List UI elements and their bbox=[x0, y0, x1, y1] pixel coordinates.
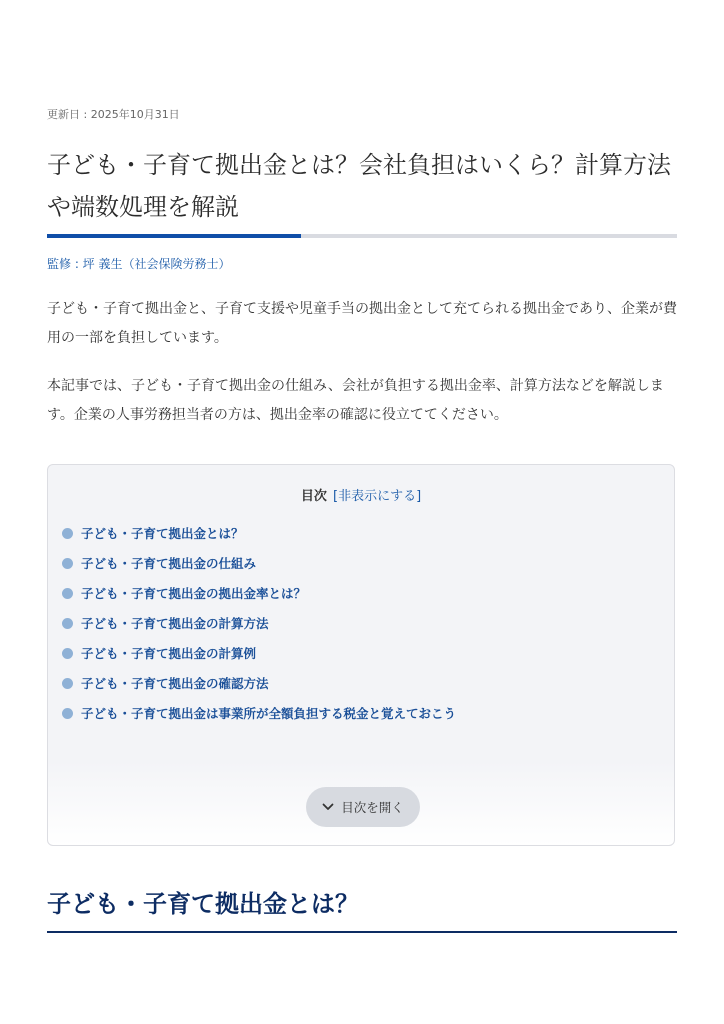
bullet-icon bbox=[62, 558, 73, 569]
intro-paragraph: 子ども・子育て拠出金と、子育て支援や児童手当の拠出金として充てられる拠出金であり、企業が費用の一部を負担しています。 bbox=[47, 301, 677, 346]
toc-item[interactable] bbox=[62, 578, 456, 608]
supervisor-credit: 監修 : 坪 義生（社会保険労務士） bbox=[47, 257, 231, 271]
toc-list bbox=[62, 518, 456, 728]
toc-item[interactable] bbox=[62, 548, 456, 578]
toc-title: 目次 bbox=[300, 489, 327, 504]
toc-item-label[interactable]: 子ども・子育て拠出金は事業所が全額負担する税金と覚えておこう bbox=[81, 706, 457, 721]
toc-open-label: 目次を開く bbox=[341, 800, 404, 815]
toc-item-label[interactable]: 子ども・子育て拠出金の確認方法 bbox=[81, 676, 269, 691]
toc-item-label[interactable]: 子ども・子育て拠出金とは？ bbox=[81, 526, 244, 541]
bullet-icon bbox=[62, 648, 73, 659]
toc-item-label[interactable]: 子ども・子育て拠出金の計算方法 bbox=[81, 616, 269, 631]
intro-paragraph: 本記事では、子ども・子育て拠出金の仕組み、会社が負担する拠出金率、計算方法などを解説します。企業の人事労務担当者の方は、拠出金率の確認に役立ててください。 bbox=[47, 378, 664, 423]
updated-date: 更新日 : 2025年10月31日 bbox=[47, 108, 180, 121]
toc-item[interactable] bbox=[62, 518, 456, 548]
toc-hide-toggle[interactable]: [非表示にする] bbox=[333, 489, 422, 504]
toc-item-label[interactable]: 子ども・子育て拠出金の仕組み bbox=[81, 556, 257, 571]
toc-item[interactable] bbox=[62, 608, 456, 638]
bullet-icon bbox=[62, 618, 73, 629]
article-title: 子ども・子育て拠出金とは？会社負担はいくら？計算方法や端数処理を解説 bbox=[47, 151, 671, 221]
bullet-icon bbox=[62, 708, 73, 719]
bullet-icon bbox=[62, 528, 73, 539]
chevron-down-icon bbox=[322, 803, 334, 811]
bullet-icon bbox=[62, 678, 73, 689]
toc-open-button[interactable] bbox=[306, 787, 420, 827]
toc-item[interactable] bbox=[62, 698, 456, 728]
toc-item[interactable] bbox=[62, 668, 456, 698]
toc-item[interactable] bbox=[62, 638, 456, 668]
section-heading-underline bbox=[47, 931, 677, 933]
bullet-icon bbox=[62, 588, 73, 599]
title-underline-accent bbox=[47, 234, 301, 238]
section-heading: 子ども・子育て拠出金とは？ bbox=[47, 890, 359, 918]
toc-item-label[interactable]: 子ども・子育て拠出金の計算例 bbox=[81, 646, 257, 661]
table-of-contents bbox=[47, 464, 675, 846]
title-underline bbox=[47, 234, 677, 238]
toc-item-label[interactable]: 子ども・子育て拠出金の拠出金率とは？ bbox=[81, 586, 307, 601]
toc-header bbox=[48, 485, 674, 504]
